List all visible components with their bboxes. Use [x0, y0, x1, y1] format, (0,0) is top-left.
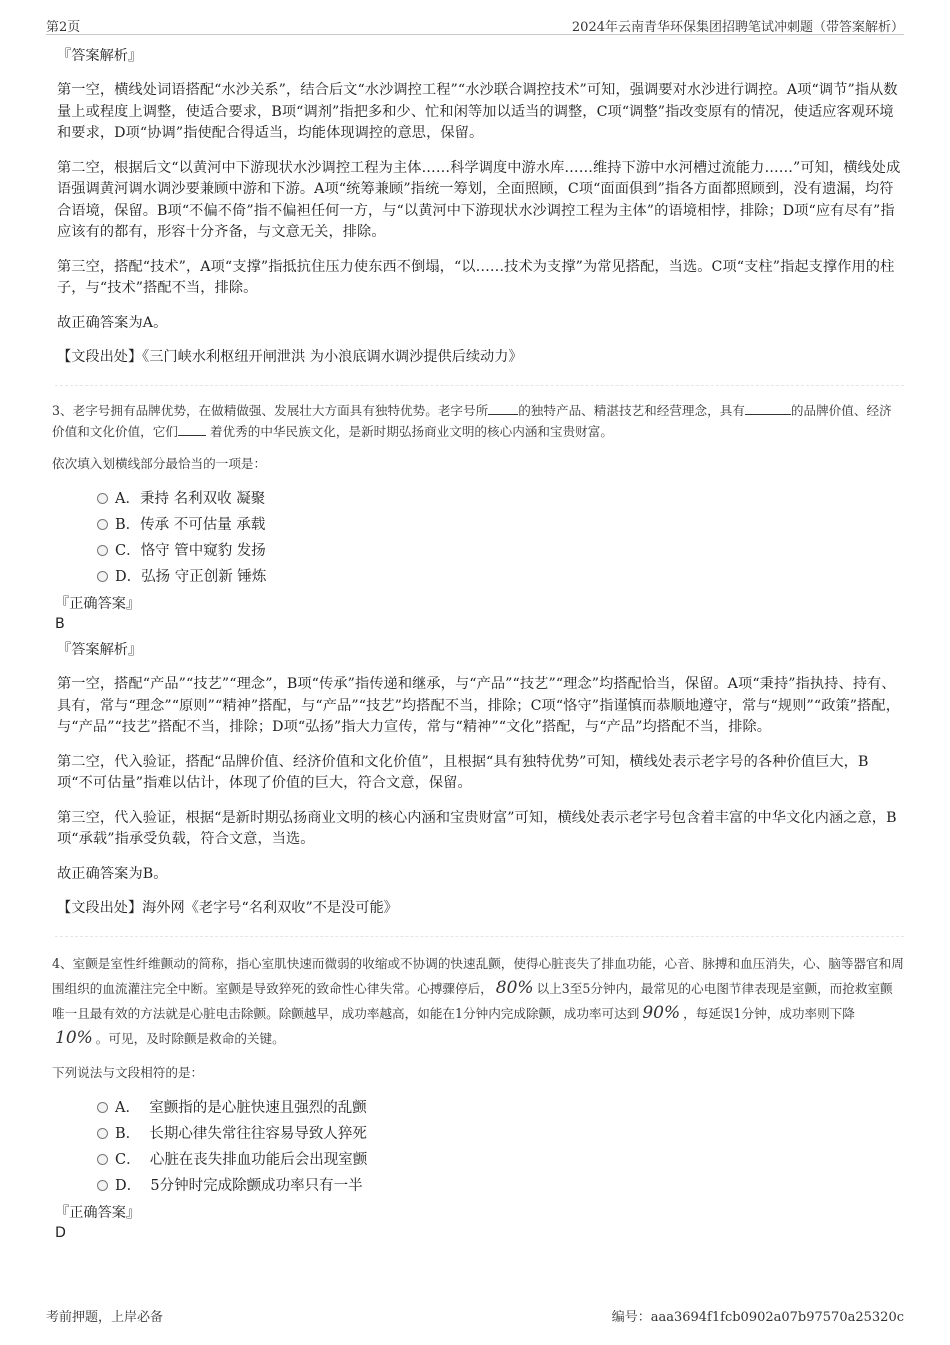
question-4-stem: 4、室颤是室性纤维颤动的简称，指心室肌快速而微弱的收缩或不协调的快速乱颤，使得心脏丧失了排血功能，心音、脉搏和血压消失，心、脑等器官和周围组织的血流灌注完全中断。室颤是导致猝死的致命性心律失常。心搏骤停后， 80% 以上3至5分钟内，最常见的心电图节律表现是室颤，而抢救室颤唯一且最有效的方法就是心脏电击除颤。除颤越早，成功率越高，如能在1分钟内完成除颤，成功率可达到 90% ，每延误1分钟，成功率则下降10% 。可见，及时除颤是救命的关键。	[52, 956, 904, 1048]
question-4-options	[57, 1095, 904, 1199]
document-title: 2024年云南青华环保集团招聘笔试冲刺题（带答案解析）	[571, 20, 904, 35]
option-a[interactable]: A．秉持 名利双收 凝聚	[97, 486, 904, 512]
question-3-stem: 3、老字号拥有品牌优势，在做精做强、发展壮大方面具有独特优势。老字号所 的独特产品、精湛技艺和经营理念，具有 的品牌价值、经济价值和文化价值，它们 着优秀的中华民族文化，是新时期弘扬商业文明的核心内涵和宝贵财富。	[52, 403, 892, 439]
correct-answer: B	[55, 616, 65, 632]
blank-2	[745, 402, 791, 415]
option-d[interactable]: D． 5分钟时完成除颤成功率只有一半	[97, 1173, 904, 1199]
correct-answer-label: 『正确答案』	[55, 596, 141, 612]
analysis-label: 『答案解析』	[57, 48, 143, 64]
option-c[interactable]: C． 心脏在丧失排血功能后会出现室颤	[97, 1147, 904, 1173]
analysis-label: 『答案解析』	[57, 642, 143, 658]
page-number: 第2页	[46, 20, 81, 35]
analysis-conclusion: 故正确答案为B。	[57, 865, 168, 882]
correct-answer-label: 『正确答案』	[55, 1205, 141, 1221]
analysis-paragraph: 第一空，搭配“产品”“技艺”“理念”，B项“传承”指传递和继承，与“产品”“技艺”“理念”均搭配恰当，保留。A项“秉持”指执持、持有、具有，常与“理念”“原则”“精神”搭配，与“产品”“技艺”均搭配不当，排除；C项“恪守”指谨慎而恭顺地遵守，常与“规则”“政策”搭配，与“产品”“技艺”搭配不当，排除；D项“弘扬”指大力宣传，常与“精神”“文化”搭配，与“产品”均搭配不当，排除。	[57, 676, 900, 735]
analysis-paragraph: 第二空，代入验证，搭配“品牌价值、经济价值和文化价值”，且根据“具有独特优势”可知，横线处表示老字号的各种价值巨大，B项“不可估量”指难以估计，体现了价值的巨大，符合文意，保留。	[57, 753, 869, 791]
analysis-conclusion: 故正确答案为A。	[57, 314, 168, 331]
option-b[interactable]: B．传承 不可估量 承载	[97, 512, 904, 538]
blank-3	[178, 423, 206, 436]
analysis-paragraph: 第三空，搭配“技术”，A项“支撑”指抵抗住压力使东西不倒塌，“以……技术为支撑”为常见搭配，当选。C项“支柱”指起支撑作用的柱子，与“技术”搭配不当，排除。	[57, 258, 895, 296]
document-body	[52, 46, 904, 1249]
footer-slogan: 考前押题，上岸必备	[46, 1310, 164, 1325]
document-id: 编号：aaa3694f1fcb0902a07b97570a25320c	[611, 1310, 904, 1325]
source-citation: 【文段出处】海外网《老字号“名利双收”不是没可能》	[57, 900, 398, 916]
radio-icon[interactable]	[97, 493, 108, 504]
radio-icon[interactable]	[97, 1128, 108, 1139]
radio-icon[interactable]	[97, 545, 108, 556]
question-3-prompt: 依次填入划横线部分最恰当的一项是：	[52, 456, 267, 471]
radio-icon[interactable]	[97, 571, 108, 582]
radio-icon[interactable]	[97, 1102, 108, 1113]
source-citation: 【文段出处】《三门峡水利枢纽开闸泄洪 为小浪底调水调沙提供后续动力》	[57, 349, 523, 365]
question-divider	[55, 385, 904, 386]
correct-answer: D	[55, 1225, 66, 1241]
option-d[interactable]: D．弘扬 守正创新 锤炼	[97, 564, 904, 590]
radio-icon[interactable]	[97, 519, 108, 530]
option-b[interactable]: B． 长期心律失常往往容易导致人猝死	[97, 1121, 904, 1147]
option-a[interactable]: A． 室颤指的是心脏快速且强烈的乱颤	[97, 1095, 904, 1121]
radio-icon[interactable]	[97, 1154, 108, 1165]
page-header	[46, 14, 904, 35]
question-divider	[55, 936, 904, 937]
radio-icon[interactable]	[97, 1180, 108, 1191]
question-4-prompt: 下列说法与文段相符的是：	[52, 1065, 204, 1080]
blank-1	[488, 402, 518, 415]
question-3-options	[57, 486, 904, 590]
analysis-paragraph: 第一空，横线处词语搭配“水沙关系”，结合后文“水沙调控工程”“水沙联合调控技术”可知，强调要对水沙进行调控。A项“调节”指从数量上或程度上调整，使适合要求，B项“调剂”指把多和少、忙和闲等加以适当的调整，C项“调整”指改变原有的情况，使适应客观环境和要求，D项“协调”指使配合得适当，均能体现调控的意思，保留。	[57, 82, 898, 141]
analysis-paragraph: 第二空，根据后文“以黄河中下游现状水沙调控工程为主体……科学调度中游水库……维持下游中水河槽过流能力……”可知，横线处成语强调黄河调水调沙要兼顾中游和下游。A项“统筹兼顾”指统一筹划，全面照顾，C项“面面俱到”指各方面都照顾到，没有遗漏，均符合语境，保留。B项“不偏不倚”指不偏袒任何一方，与“以黄河中下游现状水沙调控工程为主体”的语境相悖，排除；D项“应有尽有”指应该有的都有，形容十分齐备，与文意无关，排除。	[57, 159, 901, 240]
option-c[interactable]: C．恪守 管中窥豹 发扬	[97, 538, 904, 564]
analysis-paragraph: 第三空，代入验证，根据“是新时期弘扬商业文明的核心内涵和宝贵财富”可知，横线处表示老字号包含着丰富的中华文化内涵之意，B项“承载”指承受负载，符合文意，当选。	[57, 809, 897, 847]
